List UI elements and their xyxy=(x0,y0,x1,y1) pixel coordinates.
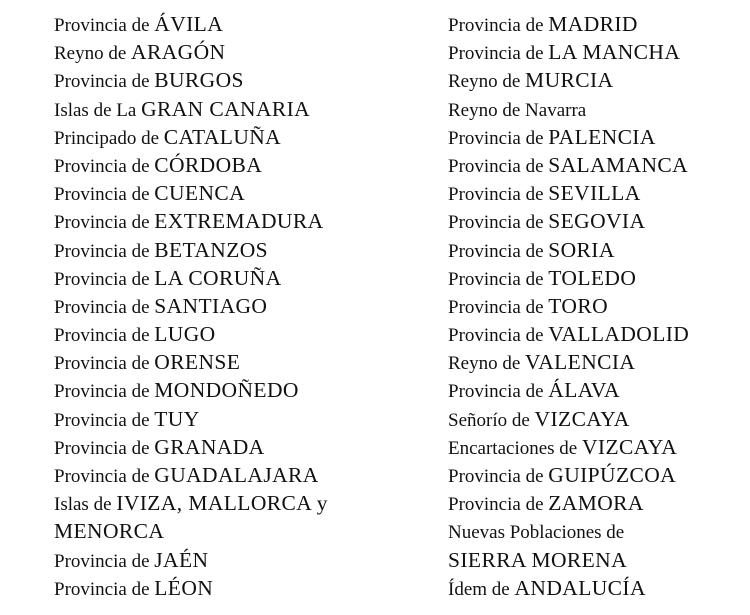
entry-prefix: Encartaciones de xyxy=(448,437,582,459)
list-item xyxy=(54,151,404,179)
entry-prefix: Provincia de xyxy=(54,466,155,487)
list-item xyxy=(448,38,748,66)
entry-name: VIZCAYA xyxy=(534,406,630,431)
list-item xyxy=(54,207,404,235)
list-item xyxy=(54,489,404,517)
entry-name: MADRID xyxy=(548,12,638,36)
entry-prefix: Provincia de xyxy=(54,381,155,403)
list-item xyxy=(448,95,748,123)
entry-prefix: Provincia de xyxy=(54,437,155,459)
entry-prefix: Provincia de xyxy=(448,381,549,403)
entry-name: TORO xyxy=(548,293,609,318)
entry-name: VALENCIA xyxy=(525,350,636,375)
entry-name: CUENCA xyxy=(154,181,246,206)
list-item xyxy=(448,10,748,38)
entry-prefix: Reyno de Navarra xyxy=(448,99,587,121)
list-item xyxy=(448,66,748,94)
entry-prefix: Provincia de xyxy=(448,466,549,487)
left-column-list xyxy=(54,10,404,602)
entry-prefix: Provincia de xyxy=(54,240,155,262)
list-item xyxy=(54,292,404,320)
list-item xyxy=(448,292,748,320)
entry-prefix: Provincia de xyxy=(448,184,549,206)
entry-prefix: Nuevas Poblaciones de xyxy=(448,522,625,544)
list-item xyxy=(448,489,748,517)
entry-prefix: Provincia de xyxy=(448,15,549,36)
list-item xyxy=(448,320,748,348)
list-item xyxy=(448,123,748,151)
list-item xyxy=(54,405,404,433)
list-item xyxy=(54,461,404,489)
list-item xyxy=(54,66,404,94)
entry-name: CATALUÑA xyxy=(163,124,282,149)
entry-name: VALLADOLID xyxy=(548,322,690,347)
entry-name: GRANADA xyxy=(154,434,265,459)
list-item xyxy=(54,433,404,461)
list-item xyxy=(448,376,748,404)
entry-name: ÁVILA xyxy=(154,12,224,36)
entry-prefix: Provincia de xyxy=(448,43,549,65)
entry-name: SIERRA MORENA xyxy=(448,547,628,572)
entry-name: GUIPÚZCOA xyxy=(548,463,677,487)
entry-prefix: Principado de xyxy=(54,127,164,149)
entry-prefix: Señorío de xyxy=(448,409,535,431)
entry-prefix: Islas de La xyxy=(54,99,142,121)
entry-prefix: Provincia de xyxy=(54,212,155,234)
entry-prefix: Ídem de xyxy=(448,578,515,600)
entry-prefix: Provincia de xyxy=(54,15,155,36)
entry-name: SEGOVIA xyxy=(548,209,646,234)
list-item xyxy=(54,95,404,123)
entry-name: TOLEDO xyxy=(548,265,637,290)
list-item xyxy=(54,517,404,545)
entry-name: CÓRDOBA xyxy=(154,152,263,177)
entry-prefix: Provincia de xyxy=(54,578,155,600)
entry-name: BETANZOS xyxy=(154,237,269,262)
list-item xyxy=(448,517,748,545)
list-item xyxy=(448,236,748,264)
list-item xyxy=(54,320,404,348)
entry-name: MONDOÑEDO xyxy=(154,378,299,403)
entry-prefix: Reyno de xyxy=(448,353,526,375)
entry-name: BURGOS xyxy=(154,68,244,93)
list-item xyxy=(54,264,404,292)
entry-name: ORENSE xyxy=(154,350,241,375)
entry-name: SALAMANCA xyxy=(548,152,689,177)
entry-name: GUADALAJARA xyxy=(154,463,319,487)
list-item xyxy=(54,123,404,151)
entry-prefix: Islas de xyxy=(54,494,117,516)
list-item xyxy=(448,546,748,574)
entry-name: VIZCAYA xyxy=(581,434,678,459)
entry-prefix: Reyno de xyxy=(54,43,132,65)
entry-name: ÁLAVA xyxy=(548,378,620,403)
entry-name: LA MANCHA xyxy=(548,40,681,65)
entry-name: LUGO xyxy=(154,322,216,347)
list-item xyxy=(448,207,748,235)
entry-name: EXTREMADURA xyxy=(154,209,324,234)
entry-name: SEVILLA xyxy=(548,181,641,206)
entry-prefix: Provincia de xyxy=(448,325,549,347)
list-item xyxy=(54,546,404,574)
entry-prefix: Provincia de xyxy=(448,212,549,234)
entry-prefix: Provincia de xyxy=(448,155,549,177)
list-item xyxy=(54,10,404,38)
entry-name: GRAN CANARIA xyxy=(141,96,311,121)
list-item xyxy=(54,348,404,376)
entry-name: TUY xyxy=(154,406,200,431)
entry-prefix: Reyno de xyxy=(448,71,526,93)
entry-prefix: Provincia de xyxy=(54,268,155,290)
entry-name: IVIZA, MALLORCA y xyxy=(116,491,328,516)
entry-prefix: Provincia de xyxy=(54,184,155,206)
list-item xyxy=(54,179,404,207)
entry-name: SANTIAGO xyxy=(154,293,268,318)
list-item xyxy=(54,38,404,66)
entry-name: ANDALUCÍA xyxy=(514,575,646,600)
list-item xyxy=(448,433,748,461)
entry-prefix: Provincia de xyxy=(448,494,549,516)
list-item xyxy=(54,376,404,404)
entry-name: LA CORUÑA xyxy=(154,265,282,290)
entry-name: SORIA xyxy=(548,237,615,262)
entry-prefix: Provincia de xyxy=(54,71,155,93)
entry-prefix: Provincia de xyxy=(448,127,549,149)
entry-prefix: Provincia de xyxy=(54,550,155,572)
entry-name: PALENCIA xyxy=(548,124,656,149)
entry-prefix: Provincia de xyxy=(448,268,549,290)
list-item xyxy=(448,461,748,489)
entry-name: ZAMORA xyxy=(548,491,644,516)
list-item xyxy=(448,264,748,292)
entry-prefix: Provincia de xyxy=(448,296,549,318)
entry-prefix: Provincia de xyxy=(54,296,155,318)
list-item xyxy=(54,574,404,602)
entry-name: MENORCA xyxy=(54,519,165,544)
list-item xyxy=(54,236,404,264)
list-item xyxy=(448,151,748,179)
right-column-list xyxy=(448,10,748,602)
entry-prefix: Provincia de xyxy=(54,409,155,431)
entry-name: LÉON xyxy=(154,575,214,600)
entry-name: ARAGÓN xyxy=(131,40,226,65)
entry-prefix: Provincia de xyxy=(54,155,155,177)
list-item xyxy=(448,348,748,376)
entry-prefix: Provincia de xyxy=(448,240,549,262)
list-item xyxy=(448,405,748,433)
entry-prefix: Provincia de xyxy=(54,325,155,347)
entry-prefix: Provincia de xyxy=(54,353,155,375)
list-item xyxy=(448,179,748,207)
entry-name: JAÉN xyxy=(154,547,209,572)
list-item xyxy=(448,574,748,602)
entry-name: MURCIA xyxy=(525,68,614,93)
